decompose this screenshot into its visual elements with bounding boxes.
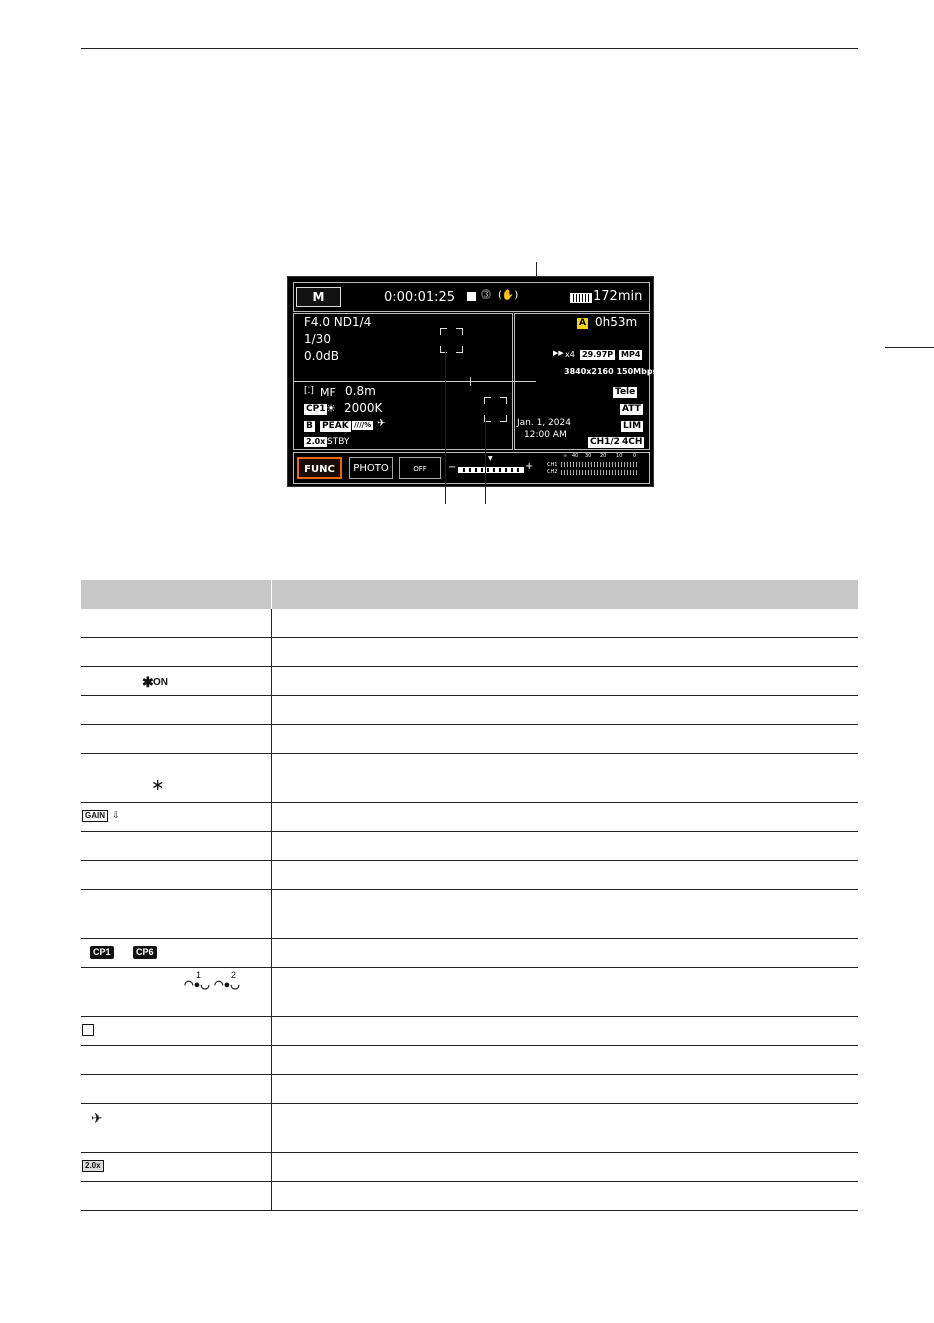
mode-button[interactable]: M: [296, 287, 341, 307]
center-marker: [470, 377, 471, 386]
custom-wb-2-icon: ◠●◡: [214, 979, 240, 991]
table-row-4: [81, 696, 858, 725]
custom-wb-2-sup: 2: [231, 970, 237, 980]
face-frame-tr: [500, 397, 507, 404]
icon-cell: [81, 1153, 271, 1181]
rec-speed: x4: [565, 350, 575, 359]
dly-off-button[interactable]: OFF: [399, 457, 441, 479]
card-slot-badge: A: [579, 318, 586, 328]
backlight-icon: B: [306, 421, 313, 431]
date-display: Jan. 1, 2024: [517, 418, 571, 428]
tele-badge: Tele: [615, 387, 636, 397]
column-divider: [271, 667, 272, 695]
tele-converter-badge: 2.0x: [306, 437, 326, 446]
white-balance-value: 2000K: [344, 401, 383, 415]
meter-scale-4: 10: [616, 453, 623, 459]
table-row-14: [81, 1046, 858, 1075]
column-divider: [271, 832, 272, 860]
column-divider: [271, 861, 272, 889]
column-divider: [271, 609, 272, 637]
column-divider: [271, 1046, 272, 1074]
battery-time: 172min: [593, 289, 643, 304]
icon-cell: [81, 1104, 271, 1152]
table-row-15: [81, 1075, 858, 1104]
gps-icon: ✈: [377, 418, 386, 429]
file-format-badge: MP4: [621, 350, 641, 359]
table-row-17: [81, 1153, 858, 1182]
icon-cell: [81, 754, 271, 802]
meter-scale-5: 0: [633, 453, 637, 459]
column-divider: [271, 725, 272, 753]
custom-wb-1-sup: 1: [196, 970, 202, 980]
zebra-badge: ////%: [354, 421, 372, 429]
side-tab-rule: [885, 347, 934, 348]
table-row-18: [81, 1182, 858, 1211]
camera-screen: [287, 276, 658, 487]
meter-ch1-label: CH1: [547, 462, 558, 468]
table-row-6: [81, 754, 858, 803]
column-divider: [271, 1075, 272, 1103]
header-divider: [271, 580, 272, 609]
table-row-9: [81, 861, 858, 890]
white-balance-sun-icon: ☀: [326, 402, 336, 415]
header-rule: [81, 48, 858, 49]
focus-guide-icon: [⁚]: [304, 386, 314, 396]
custom-picture-cp6-icon: CP6: [133, 946, 157, 959]
on-label: ON: [153, 677, 168, 688]
icon-cell: [81, 667, 271, 695]
meter-scale-0: ∞: [563, 453, 568, 459]
exposure-pointer: ▼: [488, 455, 493, 462]
table-row-5: [81, 725, 858, 754]
af-frame-br: [456, 346, 463, 353]
att-badge: ATT: [622, 404, 641, 414]
table-header: [81, 580, 858, 609]
face-frame-br: [500, 415, 507, 422]
asterisk-icon: ∗: [151, 777, 165, 794]
table-row-1: [81, 609, 858, 638]
focus-mode: MF: [320, 386, 336, 399]
column-divider: [271, 968, 272, 1016]
meter-scale-1: 40: [572, 453, 579, 459]
shutter-speed: 1/30: [304, 332, 331, 346]
table-row-8: [81, 832, 858, 861]
icon-cell: [81, 968, 271, 1016]
callout-leader-face-frame: [485, 418, 486, 504]
slow-fast-icon: ▶▶: [553, 349, 564, 357]
photo-button[interactable]: PHOTO: [349, 457, 393, 479]
icon-cell: [81, 939, 271, 967]
gain-limit-icon: GAIN: [82, 810, 108, 822]
down-arrow-icon: ⇩: [112, 810, 120, 820]
remaining-rec-time: 0h53m: [595, 315, 638, 329]
table-row-7: [81, 803, 858, 832]
func-button[interactable]: FUNC: [297, 457, 342, 479]
column-divider: [271, 1017, 272, 1045]
icon-table: [81, 580, 858, 1211]
table-row-10: [81, 890, 858, 939]
peaking-badge: PEAK: [322, 421, 349, 431]
gps-satellite-icon: ✈: [91, 1110, 103, 1126]
table-row-11: [81, 939, 858, 968]
face-frame-tl: [484, 397, 491, 404]
audio-4ch-badge: 4CH: [622, 437, 643, 447]
backlight-correction-icon: [82, 1024, 94, 1036]
table-row-3: [81, 667, 858, 696]
rec-stop-icon: [467, 292, 476, 301]
column-divider: [271, 1153, 272, 1181]
icon-cell: [81, 803, 271, 831]
gain-value: 0.0dB: [304, 349, 339, 363]
frame-rate-badge: 29.97P: [582, 350, 614, 359]
column-divider: [271, 1104, 272, 1152]
callout-leader-af-frame: [445, 350, 446, 504]
meter-scale-3: 20: [600, 453, 607, 459]
meter-scale-2: 30: [585, 453, 592, 459]
standby-status: STBY: [327, 437, 350, 447]
table-row-16: [81, 1104, 858, 1153]
focus-distance: 0.8m: [345, 384, 376, 398]
image-stabilizer-icon: (✋): [498, 290, 519, 301]
exposure-minus: −: [448, 462, 457, 473]
battery-icon: [570, 293, 592, 303]
resolution-bitrate: 3840x2160 150Mbps: [564, 367, 658, 376]
exposure-scale: [458, 467, 524, 473]
table-row-13: [81, 1017, 858, 1046]
custom-picture-badge: CP1: [306, 404, 326, 414]
af-frame-tl: [440, 328, 447, 335]
audio-meter-ch1: [561, 462, 639, 467]
column-divider: [271, 696, 272, 724]
column-divider: [271, 890, 272, 938]
table-row-2: [81, 638, 858, 667]
column-divider: [271, 638, 272, 666]
column-divider: [271, 939, 272, 967]
custom-picture-cp1-icon: CP1: [90, 946, 114, 959]
gear-icon: ✱: [142, 674, 154, 690]
icon-cell: [81, 1017, 271, 1045]
af-frame-tr: [456, 328, 463, 335]
hdd-icon: ⓷: [481, 290, 491, 301]
column-divider: [271, 803, 272, 831]
tele-converter-icon: 2.0x: [82, 1160, 104, 1172]
column-divider: [271, 1182, 272, 1210]
column-divider: [271, 754, 272, 802]
time-display: 12:00 AM: [524, 430, 567, 440]
lim-badge: LIM: [623, 421, 642, 431]
timecode: 0:00:01:25: [384, 290, 456, 305]
horizon-line: [293, 381, 536, 382]
exposure-plus: +: [525, 461, 534, 472]
table-row-12: [81, 968, 858, 1017]
audio-channel-badge: CH1/2: [590, 437, 620, 447]
meter-ch2-label: CH2: [547, 469, 558, 475]
audio-meter-ch2: [561, 470, 639, 475]
aperture-nd: F4.0 ND1/4: [304, 315, 372, 329]
custom-wb-1-icon: ◠●◡: [184, 979, 210, 991]
